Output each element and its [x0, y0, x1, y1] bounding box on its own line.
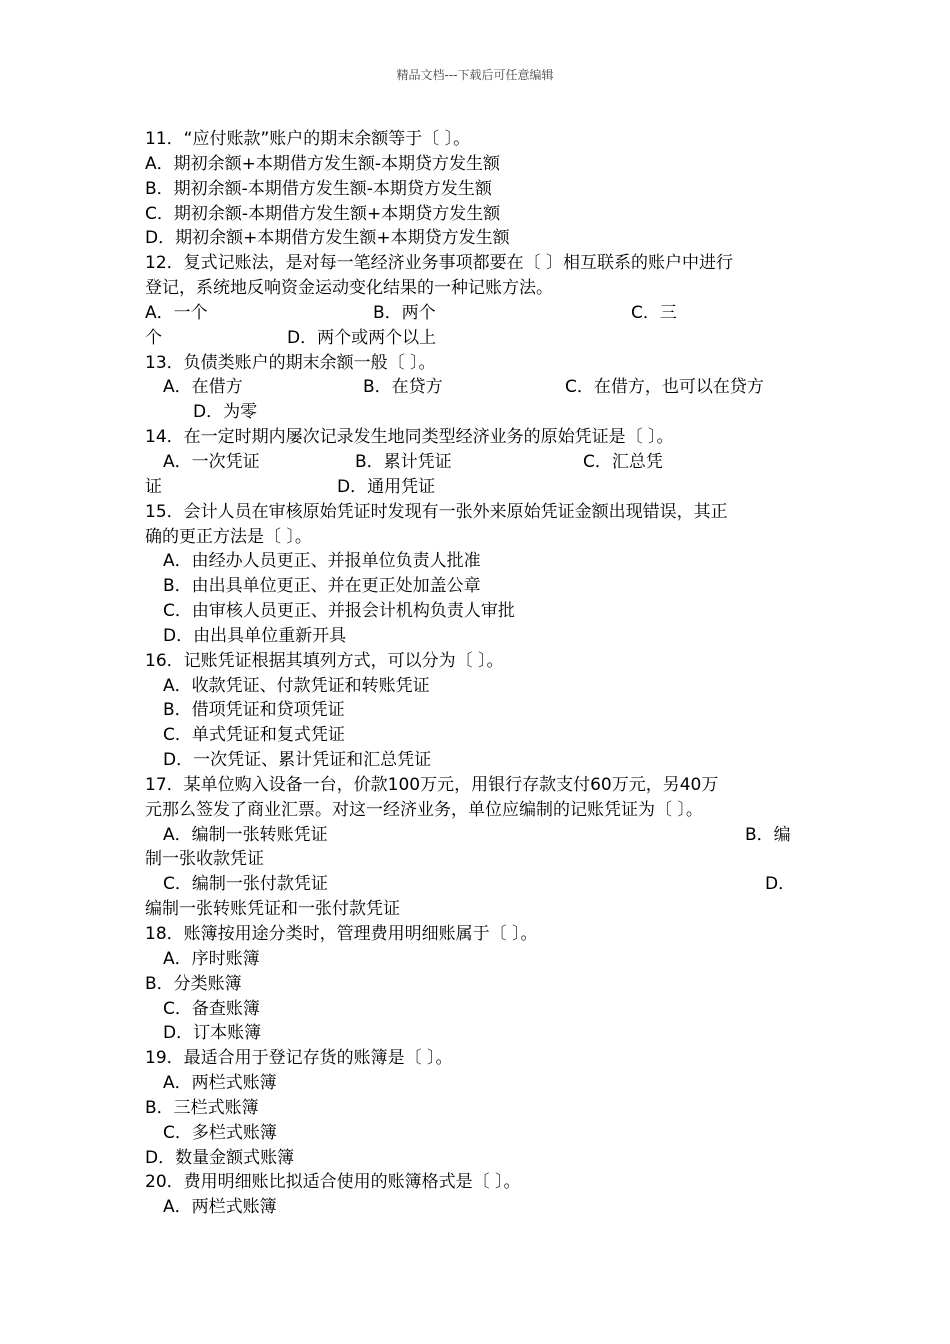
- q14-options-row-2: [145, 475, 810, 500]
- q11-option-d: D．期初余额+本期借方发生额+本期贷方发生额: [145, 228, 510, 249]
- q15-option-a: A．由经办人员更正、并报单位负责人批准: [163, 551, 481, 572]
- q14-option-b: B．累计凭证: [355, 451, 452, 472]
- q19-option-a: A．两栏式账簿: [163, 1073, 277, 1094]
- q17-option-a: A．编制一张转账凭证: [163, 824, 328, 845]
- q15-option-d: D．由出具单位重新开具: [163, 625, 347, 646]
- q11-option-b: B．期初余额-本期借方发生额-本期贷方发生额: [145, 178, 492, 199]
- question-17: 17．某单位购入设备一台，价款100万元，用银行存款支付60万元，另40万: [145, 774, 719, 795]
- q16-option-a: A．收款凭证、付款凭证和转账凭证: [163, 675, 430, 696]
- question-14: 14．在一定时期内屡次记录发生地同类型经济业务的原始凭证是〔 〕。: [145, 427, 674, 448]
- q12-option-d: D．两个或两个以上: [287, 327, 437, 348]
- q12-options-row-1: [145, 301, 810, 326]
- document-body: [145, 127, 810, 1220]
- q16-option-c: C．单式凭证和复式凭证: [163, 725, 345, 746]
- q14-option-d: D．通用凭证: [337, 476, 436, 497]
- q17-options-row-1: [145, 823, 810, 848]
- q18-option-c: C．备查账簿: [163, 998, 260, 1019]
- question-18: 18．账簿按用途分类时，管理费用明细账属于〔 〕。: [145, 924, 538, 944]
- question-12: 12．复式记账法，是对每一笔经济业务事项都要在〔 〕相互联系的账户中进行: [145, 253, 734, 274]
- q17-option-d: D．: [765, 874, 796, 895]
- q18-option-b: B．分类账簿: [145, 973, 242, 994]
- q13-option-c: C．在借方，也可以在贷方: [565, 377, 764, 398]
- q17-option-c: C．编制一张付款凭证: [163, 874, 328, 895]
- q20-option-a: A．两栏式账簿: [163, 1197, 277, 1218]
- page-header: 精品文档---下载后可任意编辑: [396, 68, 554, 82]
- question-20: 20．费用明细账比拟适合使用的账簿格式是〔 〕。: [145, 1172, 521, 1193]
- q11-option-a: A．期初余额+本期借方发生额-本期贷方发生额: [145, 153, 501, 174]
- q13-options-row-1: [145, 375, 810, 400]
- question-11: 11．“应付账款”账户的期末余额等于〔 〕。: [145, 129, 471, 149]
- question-13: 13．负债类账户的期末余额一般〔 〕。: [145, 352, 436, 373]
- q17-option-b: B．编: [745, 824, 791, 845]
- question-19: 19．最适合用于登记存货的账簿是〔 〕。: [145, 1048, 453, 1069]
- q12-option-c: C．三: [631, 302, 677, 323]
- q11-option-c: C．期初余额-本期借方发生额+本期贷方发生额: [145, 203, 501, 224]
- q17-option-b-cont: 制一张收款凭证: [145, 849, 264, 870]
- q14-options-row-1: [145, 450, 810, 475]
- q14-option-a: A．一次凭证: [163, 451, 260, 472]
- q14-option-c: C．汇总凭: [583, 451, 663, 472]
- question-16: 16．记账凭证根据其填列方式，可以分为〔 〕。: [145, 650, 504, 671]
- q18-option-d: D．订本账簿: [163, 1023, 262, 1044]
- question-15: 15．会计人员在审核原始凭证时发现有一张外来原始凭证金额出现错误，其正: [145, 501, 728, 522]
- q14-option-c-cont: 证: [145, 476, 162, 497]
- q12-option-a: A．一个: [145, 302, 208, 323]
- q15-option-b: B．由出具单位更正、并在更正处加盖公章: [163, 576, 481, 597]
- q12-option-c-cont: 个: [145, 327, 162, 348]
- q19-option-d: D．数量金额式账簿: [145, 1147, 295, 1168]
- question-17-cont: 元那么签发了商业汇票。对这一经济业务，单位应编制的记账凭证为〔 〕。: [145, 799, 703, 820]
- q12-option-b: B．两个: [373, 302, 436, 323]
- q17-option-d-cont: 编制一张转账凭证和一张付款凭证: [145, 899, 400, 920]
- question-12-cont: 登记，系统地反响资金运动变化结果的一种记账方法。: [145, 278, 553, 299]
- q17-options-row-2: [145, 872, 810, 897]
- question-15-cont: 确的更正方法是〔 〕。: [145, 526, 312, 547]
- q16-option-d: D．一次凭证、累计凭证和汇总凭证: [163, 750, 432, 771]
- q13-options-row-2: [145, 400, 810, 425]
- q19-option-c: C．多栏式账簿: [163, 1122, 277, 1143]
- q16-option-b: B．借项凭证和贷项凭证: [163, 700, 345, 721]
- q19-option-b: B．三栏式账簿: [145, 1097, 259, 1118]
- q13-option-d: D．为零: [193, 402, 258, 423]
- q15-option-c: C．由审核人员更正、并报会计机构负责人审批: [163, 601, 515, 622]
- q13-option-a: A．在借方: [163, 377, 243, 398]
- q12-options-row-2: [145, 326, 810, 351]
- q18-option-a: A．序时账簿: [163, 948, 260, 969]
- q13-option-b: B．在贷方: [363, 377, 443, 398]
